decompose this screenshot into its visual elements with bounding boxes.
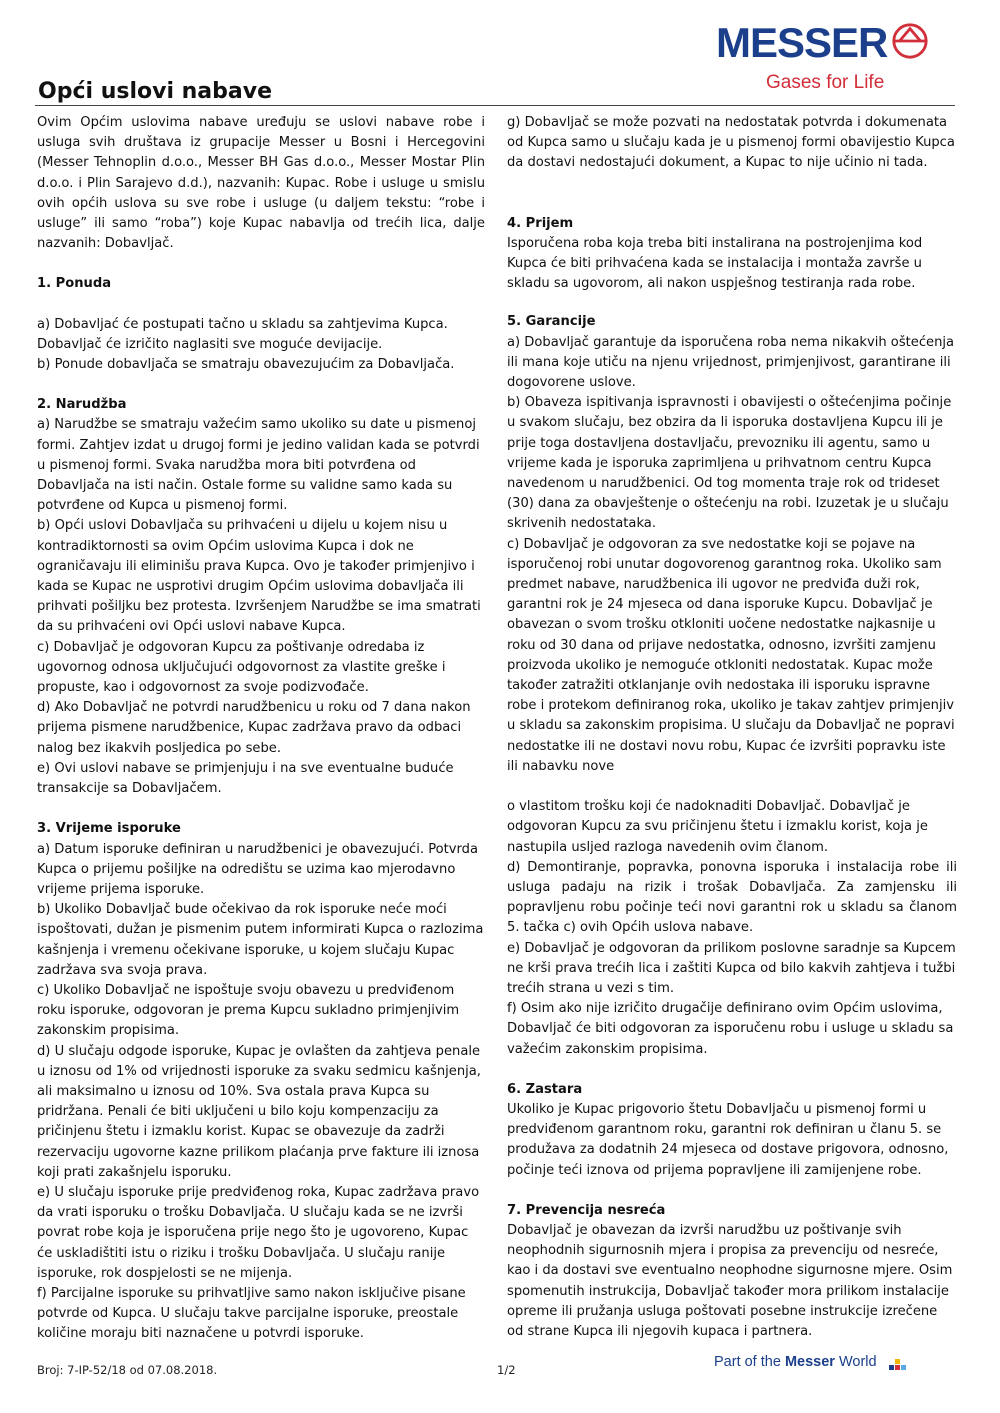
footer-brand-name: Messer	[784, 1354, 835, 1370]
header-divider	[35, 105, 955, 106]
section-2-item-e: e) Ovi uslovi nabave se primjenjuju i na sve eventualne buduće transakcije sa Dobavljačem.	[37, 760, 454, 797]
section-3-heading: 3. Vrijeme isporuke	[37, 821, 181, 837]
section-6-text: Ukoliko je Kupac prigovorio štetu Dobavljaču u pismenoj formi u predviđenom garantnom roku, garantni rok definiran u članu 5. se produžava za dodatnih 24 mjeseca od dostave prigovora, odnosno, počinje teći iznova od prijema popravljene ili zamijenjene robe.	[507, 1101, 949, 1178]
section-7-text: Dobavljač je obavezan da izvrši narudžbu uz poštivanje svih neophodnih sigurnosnih mjera i propisa za prevenciju od nesreće, kao i da dostavi sve eventualno neophodne sigurnosne mjere. Osim spomenutih instrukcija, Dobavljač također mora prilikom instalacije opreme ili pružanja usluga poštovati posebne instrukcije izrečene od strane Kupca ili njegovih kupaca i partnera.	[507, 1222, 953, 1339]
section-2-item-d: d) Ako Dobavljač ne potvrdi narudžbenicu u roku od 7 dana nakon prijema pismene narudžbenice, Kupac zadržava pravo da odbaci nalog bez ikakvih posljedica po sebe.	[37, 700, 471, 756]
messer-logo	[716, 20, 931, 100]
section-1-item-a: a) Dobavljać će postupati tačno u skladu sa zahtjevima Kupca. Dobavljač će izričito naglasiti sve moguće devijacije.	[37, 316, 448, 352]
section-5-item-c-continued: o vlastitom trošku koji će nadoknaditi Dobavljač. Dobavljač je odgovoran Kupcu za svu pričinjenu štetu i izmaklu korist, koja je nastupila usljed razloga navedenih ovim članom.	[507, 799, 928, 855]
messer-world-dots-icon	[888, 1356, 908, 1372]
right-column	[507, 113, 957, 1342]
section-3-item-d: d) U slučaju odgode isporuke, Kupac je ovlašten da zahtjeva penale u iznosu od 1% od vrijednosti isporuke za svaku sedmicu kašnjenja, ali maksimalno u iznosu od 10%. Sva ostala prava Kupca su pridržana. Penali će biti uključeni u bilo koju kompenzaciju za pričinjenu štetu i izmaklu korist. Kupac se obavezuje da zadrži rezervaciju ugovorne kazne prilikom plaćanja prve fakture ili iznosa koji prati zakašnjelu isporuku.	[37, 1043, 481, 1180]
section-5-item-e: e) Dobavljač je odgovoran da prilikom poslovne saradnje sa Kupcem ne krši prava trećih lica i zaštiti Kupca od bilo kakvih zahtjeva i tužbi trećih strana u vezi s tim.	[507, 940, 956, 996]
section-3-item-f: f) Parcijalne isporuke su prihvatljive samo nakon isključive pisane potvrde od Kupca. U slučaju takve parcijalne isporuke, preostale količine moraju biti naznačene u potvrdi isporuke.	[37, 1285, 466, 1342]
section-1-heading: 1. Ponuda	[37, 276, 112, 292]
left-column	[37, 113, 485, 1345]
section-2-item-b: b) Opći uslovi Dobavljača su prihvaćeni u dijelu u kojem nisu u kontradiktornosti sa ovim Općim uslovima Kupca i dok ne ograničavaju ili eliminišu prava Kupca. Ovo je također primjenjivo i kada se Kupac ne usprotivi drugim Općim uslovima dobavljača ili prihvati pošiljku bez protesta. Izvršenjem Narudžbe se ima smatrati da su prihvaćeni ovi Opći uslovi nabave Kupca.	[37, 518, 481, 635]
document-title: Opći uslovi nabave	[38, 79, 273, 104]
section-3-item-e: e) U slučaju isporuke prije predviđenog roka, Kupac zadržava pravo da vrati isporuku o trošku Dobavljača. U slučaju kada se ne izvrši povrat robe koja je isporučena prije nego što je ugovoreno, Kupac će uskladištiti istu o riziku i trošku Dobavljača. U slučaju ranije isporuke, rok dospjelosti se ne mijenja.	[37, 1184, 480, 1281]
section-2-heading: 2. Narudžba	[37, 397, 127, 413]
footer-brand-line	[714, 1354, 877, 1370]
section-2-item-g: g) Dobavljač se može pozvati na nedostatak potvrda i dokumenata od Kupca samo u slučaju kada je u pismenoj formi obavijestio Kupca da dostavi nedostajući dokument, a Kupac to nije učinio ni tada.	[507, 115, 955, 171]
section-1-item-b: b) Ponude dobavljača se smatraju obavezujućim za Dobavljača.	[37, 357, 455, 373]
section-5-item-d: d) Demontiranje, popravka, ponovna isporuka i instalacija robe ili usluga padaju na rizik i trošak Dobavljača. Za zamjensku ili popravljenu robu počinje teći novi garantni rok u skladu sa članom 5. tačka c) ovih Općih uslova nabave.	[507, 859, 957, 936]
section-2-item-c: c) Dobavljač je odgovoran Kupcu za poštivanje odredaba iz ugovornog odnosa uključujući odgovornost za vlastite greške i propuste, kao i odgovornost za svoje podizvođače.	[37, 639, 446, 696]
section-5-heading: 5. Garancije	[507, 314, 596, 330]
logo-tagline: Gases for Life	[766, 72, 885, 93]
footer-brand-suffix: World	[834, 1354, 877, 1370]
messer-emblem-icon	[891, 22, 929, 60]
section-2-item-a: a) Narudžbe se smatraju važećim samo ukoliko su date u pismenoj formi. Zahtjev izdat u drugoj formi je jedino validan kada se potvrdi u pismenoj formi. Svaka narudžba mora biti potvrđena od Dobavljača na isti način. Ostale forme su validne samo kada su potvrđene od Kupca u pismenoj formi.	[37, 417, 480, 514]
section-3-item-c: c) Ukoliko Dobavljač ne ispoštuje svoju obavezu u predviđenom roku isporuke, odgovoran je prema Kupcu sukladno primjenjivim zakonskim propisima.	[37, 982, 460, 1039]
section-5-item-f: f) Osim ako nije izričito drugačije definirano ovim Općim uslovima, Dobavljač će biti odgovoran za isporučenu robu i usluge u skladu sa važećim zakonskim propisima.	[507, 1001, 954, 1057]
section-5-item-b: b) Obaveza ispitivanja ispravnosti i obavijesti o oštećenjima počinje u svakom slučaju, bez obzira da li isporuka dostavljena Kupcu ili je prije toga dostavljena dostavljaču, prevozniku ili agentu, samo u vrijeme kada je isporuka zaprimljena u prihvatnom centru Kupca navedenom u narudžbenici. Od tog momenta traje rok od trideset (30) dana za obavještenje o oštećenju na robi. Izuzetak je u slučaju skrivenih nedostataka.	[507, 395, 952, 532]
section-3-item-b: b) Ukoliko Dobavljač bude očekivao da rok isporuke neće moći ispoštovati, dužan je pismenim putem informirati Kupca o razlozima kašnjenja i vremenu očekivane isporuke, u kojem slučaju Kupac zadržava sva svoja prava.	[37, 902, 484, 978]
intro-paragraph: Ovim Općim uslovima nabave uređuju se uslovi nabave robe i usluga svih društava iz grupacije Messer u Bosni i Hercegovini (Messer Tehnoplin d.o.o., Messer BH Gas d.o.o., Messer Mostar Plin d.o.o. i Plin Sarajevo d.d.), nazvanih: Kupac. Robe i usluge u smislu ovih općih uslova su sve robe i usluge (u daljem tekstu: “robe i usluge” ili samo “roba”) koje Kupac nabavlja od trećih lica, dalje nazvanih: Dobavljač.	[37, 115, 485, 252]
footer-brand-prefix: Part of the	[714, 1354, 785, 1370]
logo-wordmark: MESSER	[716, 19, 888, 66]
section-7-heading: 7. Prevencija nesreća	[507, 1202, 666, 1218]
section-5-item-a: a) Dobavljač garantuje da isporučena roba nema nikakvih oštećenja ili mana koje utiču na njenu vrijednost, primjenjivost, garantirane ili dogovorene uslove.	[507, 334, 955, 391]
page-number: 1/2	[497, 1363, 516, 1377]
section-5-item-c: c) Dobavljač je odgovoran za sve nedostatke koji se pojave na isporučenoj robi unutar dogovorenog garantnog roka. Ukoliko sam predmet nabave, narudžbenica ili ugovor ne predviđa duži rok, garantni rok je 24 mjeseca od dana isporuke Kupcu. Dobavljač je obavezan o svom trošku otkloniti uočene nedostatke najkasnije u roku od 30 dana od prijave nedostatka, odnosno, izvršiti zamjenu proizvoda ukoliko je nemoguće otkloniti nedostatak. Kupac može također zatražiti otklanjanje ovih nedostaka ili isporuku ispravne robe i protekom definiranog roka, ukoliko je takav zahtjev primjenjiv u skladu sa zakonskim propisima. U slučaju da Dobavljač ne popravi nedostatke ili ne dostavi novu robu, Kupac će izvršiti popravku iste ili nabavku nove	[507, 536, 955, 774]
section-3-item-a: a) Datum isporuke definiran u narudžbenici je obavezujući. Potvrda Kupca o prijemu pošiljke na odredištu se uzima kao mjerodavno vrijeme prijema isporuke.	[37, 841, 479, 897]
section-4-heading: 4. Prijem	[507, 215, 574, 231]
section-6-heading: 6. Zastara	[507, 1081, 583, 1097]
document-reference: Broj: 7-IP-52/18 od 07.08.2018.	[37, 1363, 218, 1377]
section-4-text: Isporučena roba koja treba biti instalirana na postrojenjima kod Kupca će biti prihvaćena kada se instalacija i montaža završe u skladu sa ugovorom, ali nakon uspješnog testiranja rada robe.	[507, 235, 923, 292]
